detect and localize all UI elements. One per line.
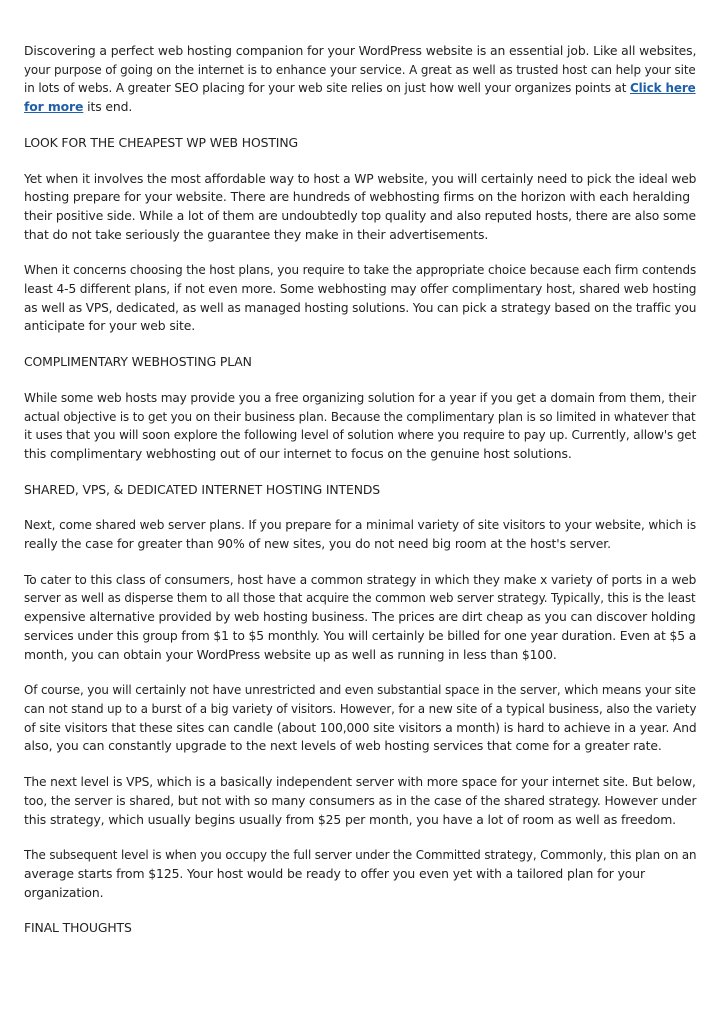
intro-tail-text: its end. [83, 99, 133, 115]
intro-line: Discovering a perfect web hosting companion for your WordPress website is an essential job. Like all websites, [24, 43, 697, 58]
intro-line [24, 79, 696, 98]
paragraph-line: month, you can obtain your WordPress website up as well as running in less than $100. [24, 646, 557, 662]
paragraph-line: server as well as disperse them to all those that acquire the common web server strategy. Typically, this is the least [24, 590, 696, 606]
body-paragraph [24, 681, 696, 756]
paragraph-line: To cater to this class of consumers, host have a common strategy in which they make x variety of ports in a web [24, 571, 697, 587]
paragraph-line: organization. [24, 884, 104, 900]
click-here-link[interactable]: Click here [630, 80, 696, 96]
paragraph-line: as well as VPS, dedicated, as well as managed hosting solutions. You can pick a strategy based on the traffic you [24, 299, 697, 315]
paragraph-line: also, you can constantly upgrade to the next levels of web hosting services that come for a greater rate. [24, 738, 662, 754]
intro-paragraph [24, 42, 696, 117]
paragraph-line: this complimentary webhosting out of our internet to focus on the genuine host solutions. [24, 445, 572, 461]
body-paragraph [24, 516, 696, 553]
paragraph-line: that do not take seriously the guarantee they make in their advertisements. [24, 226, 489, 242]
paragraph-line: it uses that you will soon explore the following level of solution where you require to pay up. Currently, allow's get [24, 427, 697, 443]
paragraph-line: The next level is VPS, which is a basically independent server with more space for your internet site. But below, [24, 774, 696, 790]
body-paragraph [24, 846, 696, 902]
body-paragraph [24, 773, 696, 829]
paragraph-line: too, the server is shared, but not with so many consumers as in the case of the shared strategy. However under [24, 792, 697, 808]
paragraph-line: Yet when it involves the most affordable way to host a WP website, you will certainly need to pick the ideal web [24, 170, 697, 186]
paragraph-line: least 4-5 different plans, if not even more. Some webhosting may offer complimentary host, shared web hosting [24, 281, 697, 297]
paragraph-line: services under this group from $1 to $5 monthly. You will certainly be billed for one year duration. Even at $5 a [24, 627, 697, 643]
paragraph-line: can not stand up to a burst of a big variety of visitors. However, for a new site of a typical business, also the variety [24, 700, 697, 716]
body-paragraph [24, 571, 696, 665]
paragraph-line: actual objective is to get you on their business plan. Because the complimentary plan is so limited in whatever that [24, 408, 696, 424]
body-paragraph [24, 389, 696, 464]
section-heading: COMPLIMENTARY WEBHOSTING PLAN [24, 354, 252, 370]
paragraph-line: their positive side. While a lot of them are undoubtedly top quality and also reputed hosts, there are also some [24, 207, 696, 223]
paragraph-line: hosting prepare for your website. There are hundreds of webhosting firms on the horizon with each heralding [24, 189, 691, 205]
paragraph-line: average starts from $125. Your host would be ready to offer you even yet with a tailored plan for your [24, 865, 645, 881]
intro-line [24, 98, 696, 117]
paragraph-line: this strategy, which usually begins usually from $25 per month, you have a lot of room as well as freedom. [24, 811, 676, 827]
paragraph-line: of site visitors that these sites can candle (about 100,000 site visitors a month) is hard to achieve in a year. And [24, 719, 697, 735]
body-paragraph [24, 170, 696, 245]
for-more-link[interactable]: for more [24, 99, 84, 115]
section-heading: SHARED, VPS, & DEDICATED INTERNET HOSTING INTENDS [24, 481, 381, 497]
section-heading: LOOK FOR THE CHEAPEST WP WEB HOSTING [24, 134, 298, 150]
paragraph-line: Next, come shared web server plans. If you prepare for a minimal variety of site visitors to your website, which is [24, 517, 697, 533]
paragraph-line: anticipate for your web site. [24, 318, 196, 334]
paragraph-line: The subsequent level is when you occupy the full server under the Committed strategy, Commonly, this plan on an [24, 847, 697, 863]
paragraph-line: Of course, you will certainly not have unrestricted and even substantial space in the server, which means your site [24, 682, 696, 698]
intro-line: your purpose of going on the internet is to enhance your service. A great as well as trusted host can help your site [24, 61, 696, 77]
section-heading: FINAL THOUGHTS [24, 920, 132, 936]
paragraph-line: really the case for greater than 90% of new sites, you do not need big room at the host's server. [24, 536, 611, 552]
paragraph-line: When it concerns choosing the host plans, you require to take the appropriate choice because each firm contends [24, 262, 697, 278]
body-paragraph [24, 261, 696, 336]
paragraph-line: expensive alternative provided by web hosting business. The prices are dirt cheap as you can discover holding [24, 609, 696, 625]
paragraph-line: While some web hosts may provide you a free organizing solution for a year if you get a domain from them, their [24, 389, 697, 405]
intro-line-text: in lots of webs. A greater SEO placing for your web site relies on just how well your organizes points at [24, 80, 631, 96]
